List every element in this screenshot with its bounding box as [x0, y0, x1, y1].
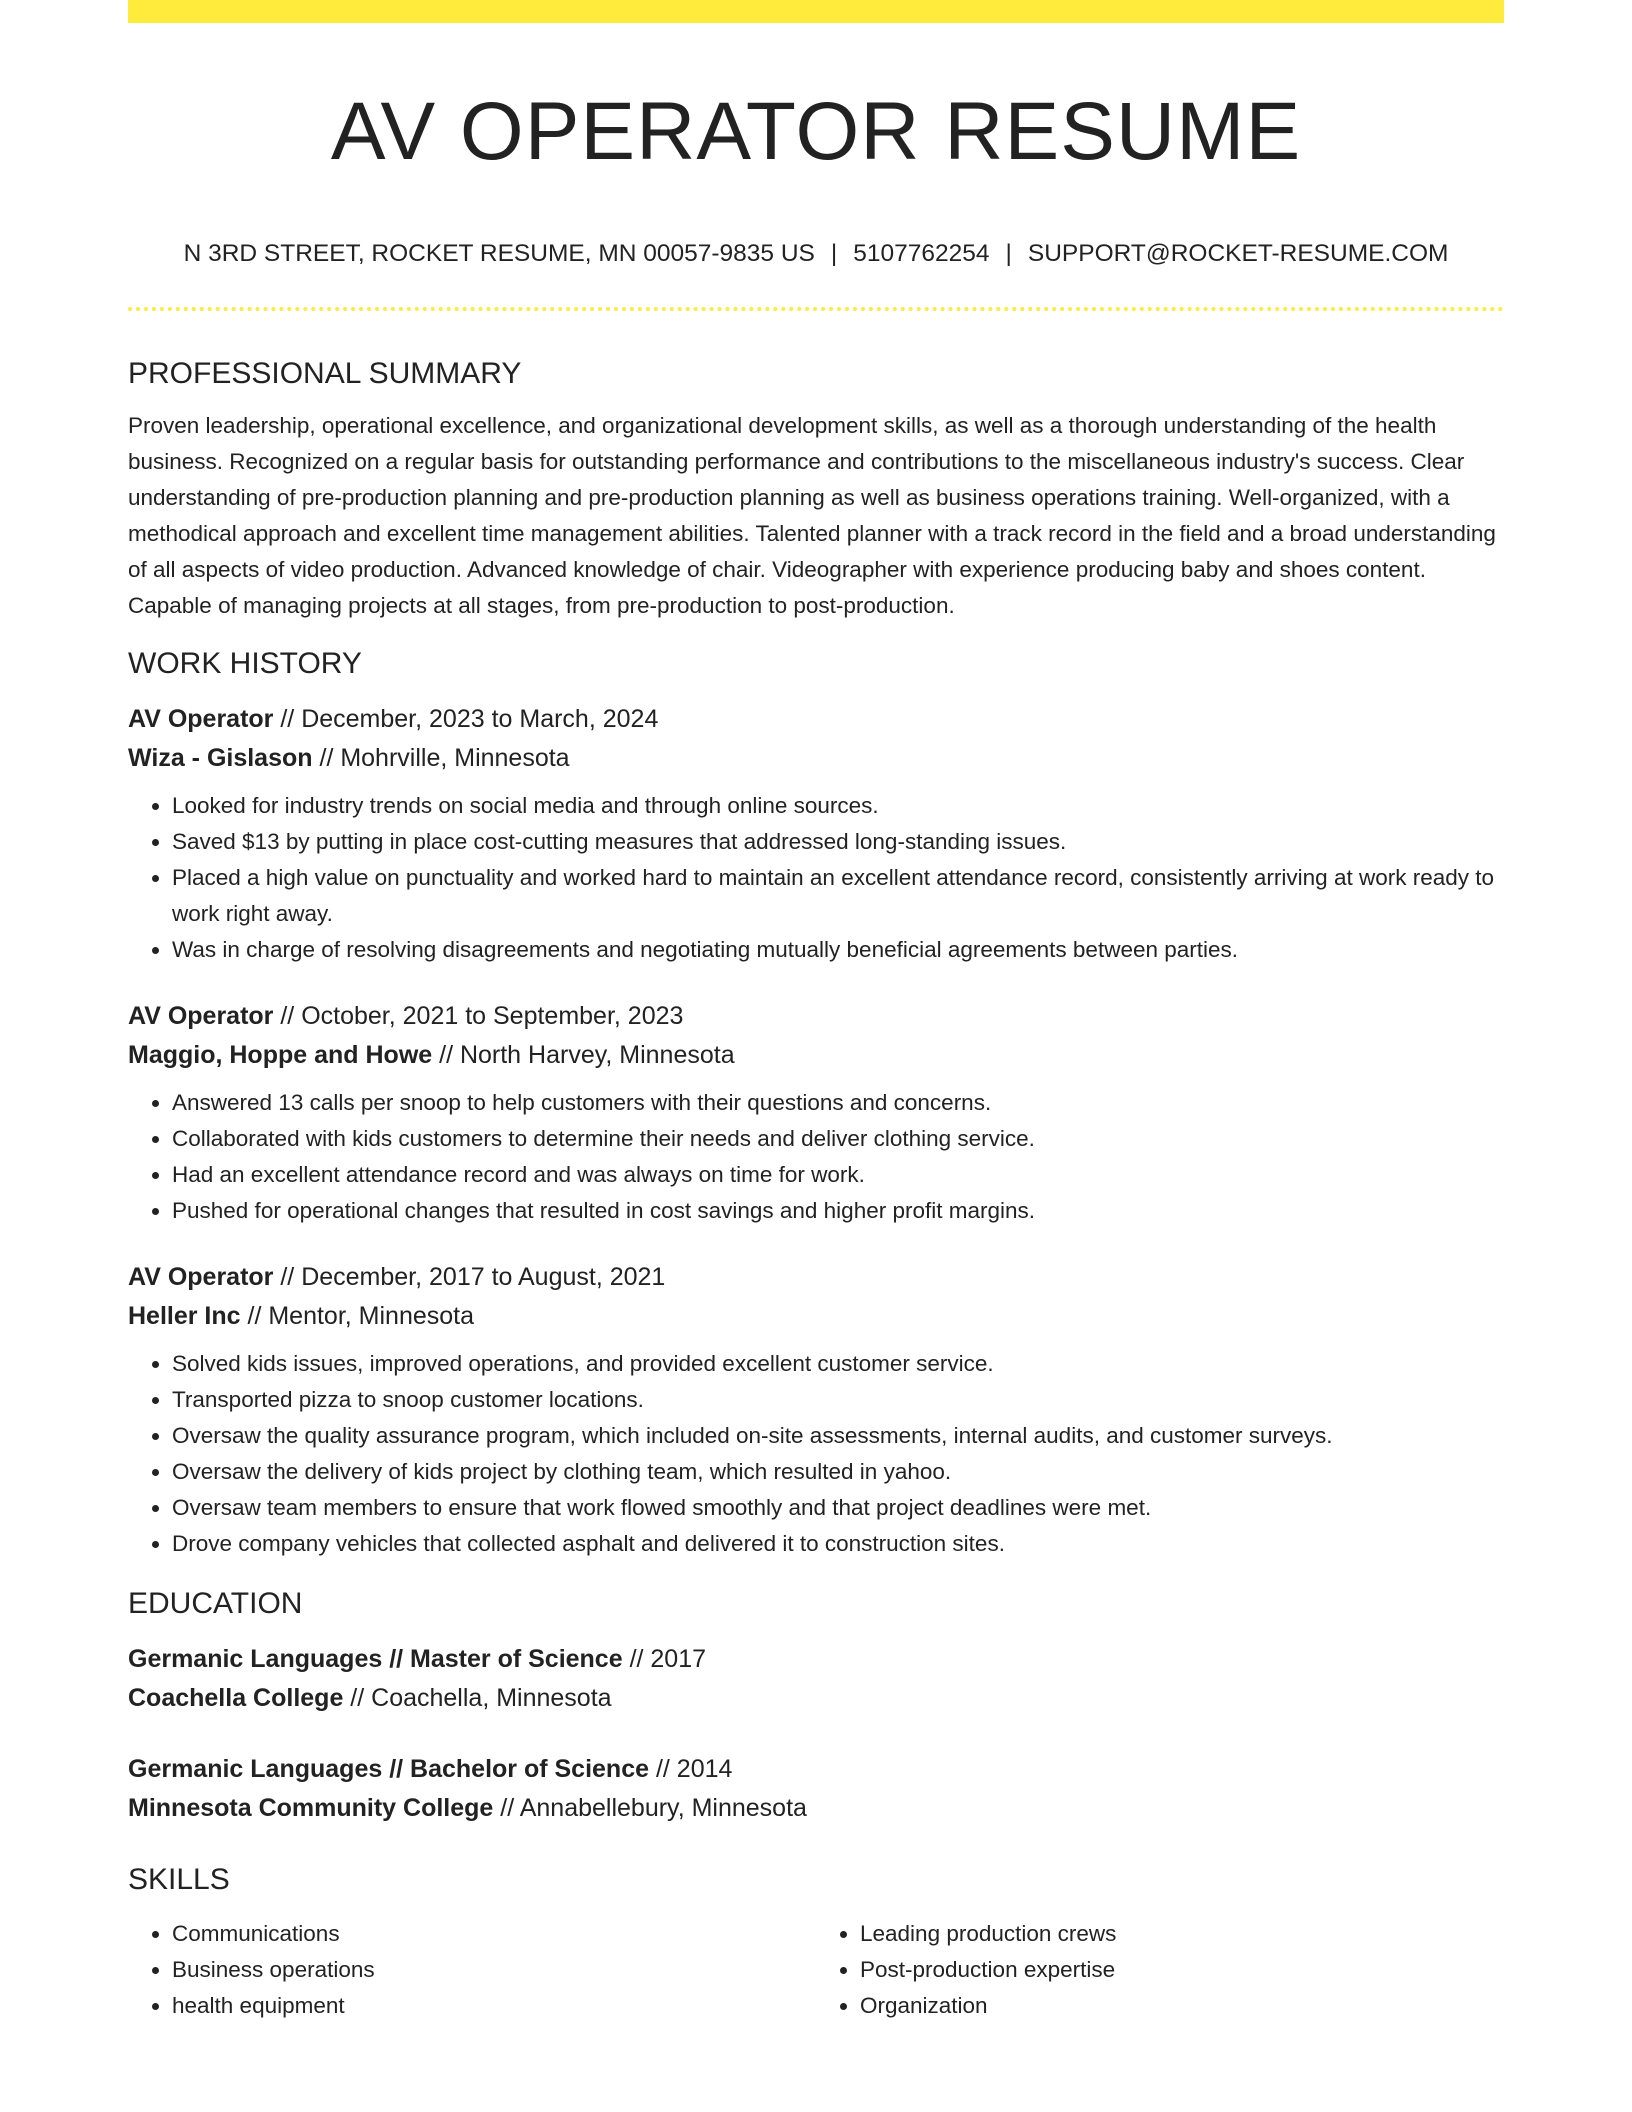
- education-degree-line: [128, 1750, 1504, 1789]
- job-title: AV Operator: [128, 1002, 274, 1030]
- list-item: • Was in charge of resolving disagreements and negotiating mutually beneficial agreements between parties.: [172, 932, 1504, 968]
- job-title: AV Operator: [128, 1263, 274, 1291]
- education-school-line: [128, 1679, 1504, 1718]
- dotted-divider: [128, 307, 1504, 311]
- summary-heading: PROFESSIONAL SUMMARY: [128, 357, 522, 390]
- skills-columns: [128, 1902, 1504, 2024]
- list-item: • Had an excellent attendance record and was always on time for work.: [172, 1157, 1504, 1193]
- job-entry: [128, 1258, 1504, 1562]
- education-degree-line: [128, 1640, 1504, 1679]
- list-item: • Oversaw the quality assurance program, which included on-site assessments, internal audits, and customer surveys.: [172, 1418, 1504, 1454]
- job-location: // North Harvey, Minnesota: [432, 1041, 735, 1069]
- job-company-line: [128, 1297, 1504, 1336]
- job-company-line: [128, 739, 1504, 778]
- list-item: • Solved kids issues, improved operations, and provided excellent customer service.: [172, 1346, 1504, 1382]
- job-dates: // December, 2023 to March, 2024: [273, 705, 659, 733]
- summary-text: Proven leadership, operational excellence, and organizational development skills, as well as a thorough understanding of the health business. Recognized on a regular basis for outstanding performance and contributions to the miscellaneous industry's success. Clear understanding of pre-production planning and pre-production planning as well as business operations training. Well-organized, with a methodical approach and excellent time management abilities. Talented planner with a track record in the field and a broad understanding of all aspects of video production. Advanced knowledge of chair. Videographer with experience producing baby and shoes content. Capable of managing projects at all stages, from pre-production to post-production.: [128, 413, 1496, 618]
- education-degree: Germanic Languages // Master of Science: [128, 1645, 623, 1673]
- list-item: • Collaborated with kids customers to determine their needs and deliver clothing service.: [172, 1121, 1504, 1157]
- list-item: • Oversaw team members to ensure that work flowed smoothly and that project deadlines were met.: [172, 1490, 1504, 1526]
- job-location: // Mentor, Minnesota: [240, 1302, 475, 1330]
- education-year: // 2014: [649, 1755, 733, 1783]
- contact-phone: 5107762254: [853, 240, 990, 267]
- job-title: AV Operator: [128, 705, 274, 733]
- list-item: • Saved $13 by putting in place cost-cutting measures that addressed long-standing issues.: [172, 824, 1504, 860]
- job-bullets: [128, 788, 1504, 968]
- skills-list-right: [816, 1916, 1504, 2024]
- contact-line: [128, 236, 1504, 272]
- list-item: • Looked for industry trends on social media and through online sources.: [172, 788, 1504, 824]
- job-bullets: [128, 1085, 1504, 1229]
- job-title-line: [128, 1258, 1504, 1297]
- education-entry: [128, 1640, 1504, 1718]
- education-degree: Germanic Languages // Bachelor of Science: [128, 1755, 650, 1783]
- job-company: Wiza - Gislason: [128, 744, 313, 772]
- job-company: Heller Inc: [128, 1302, 241, 1330]
- skill-item: • Communications: [172, 1916, 816, 1952]
- education-school: Minnesota Community College: [128, 1794, 494, 1822]
- work-history-heading: WORK HISTORY: [128, 647, 362, 680]
- list-item: • Pushed for operational changes that resulted in cost savings and higher profit margins.: [172, 1193, 1504, 1229]
- list-item: • Transported pizza to snoop customer locations.: [172, 1382, 1504, 1418]
- accent-top-bar: [128, 0, 1504, 23]
- list-item: • Answered 13 calls per snoop to help customers with their questions and concerns.: [172, 1085, 1504, 1121]
- education-heading: EDUCATION: [128, 1587, 303, 1620]
- contact-address: N 3RD STREET, ROCKET RESUME, MN 00057-9835 US: [183, 240, 815, 267]
- list-item: • Placed a high value on punctuality and worked hard to maintain an excellent attendance record, consistently arriving at work ready to work right away.: [172, 860, 1504, 932]
- skill-item: • Business operations: [172, 1952, 816, 1988]
- job-dates: // October, 2021 to September, 2023: [273, 1002, 684, 1030]
- skill-item: • Leading production crews: [860, 1916, 1504, 1952]
- job-title-line: [128, 700, 1504, 739]
- resume-content: [128, 352, 1504, 2024]
- resume-title: AV OPERATOR RESUME: [330, 86, 1302, 177]
- skill-item: • health equipment: [172, 1988, 816, 2024]
- list-item: • Oversaw the delivery of kids project by clothing team, which resulted in yahoo.: [172, 1454, 1504, 1490]
- education-entry: [128, 1750, 1504, 1828]
- job-company: Maggio, Hoppe and Howe: [128, 1041, 433, 1069]
- skills-heading: SKILLS: [128, 1863, 230, 1896]
- education-school: Coachella College: [128, 1684, 344, 1712]
- contact-separator: |: [1005, 240, 1012, 267]
- contact-email[interactable]: SUPPORT@ROCKET-RESUME.COM: [1027, 240, 1449, 267]
- education-year: // 2017: [622, 1645, 707, 1673]
- contact-separator: |: [830, 240, 838, 267]
- job-entry: [128, 997, 1504, 1229]
- job-company-line: [128, 1036, 1504, 1075]
- job-title-line: [128, 997, 1504, 1036]
- education-location: // Annabellebury, Minnesota: [493, 1794, 807, 1822]
- job-entry: [128, 700, 1504, 968]
- job-location: // Mohrville, Minnesota: [312, 744, 570, 772]
- education-school-line: [128, 1789, 1504, 1828]
- job-dates: // December, 2017 to August, 2021: [273, 1263, 666, 1291]
- education-location: // Coachella, Minnesota: [343, 1684, 612, 1712]
- skill-item: • Post-production expertise: [860, 1952, 1504, 1988]
- list-item: • Drove company vehicles that collected asphalt and delivered it to construction sites.: [172, 1526, 1504, 1562]
- skills-list-left: [128, 1916, 816, 2024]
- skill-item: • Organization: [860, 1988, 1504, 2024]
- job-bullets: [128, 1346, 1504, 1562]
